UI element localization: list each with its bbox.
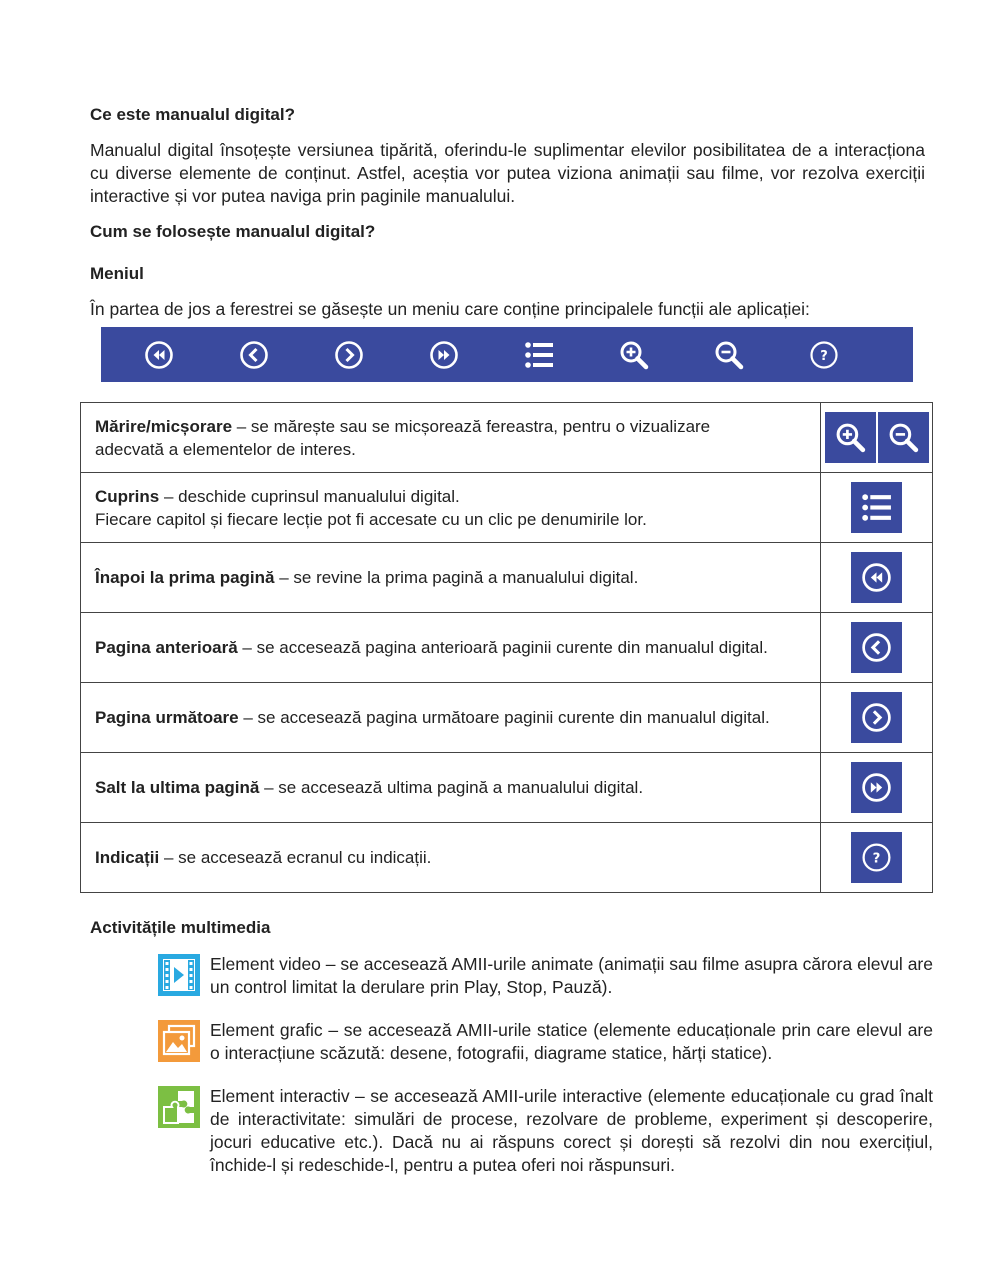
multimedia-item-interactive <box>158 1085 933 1180</box>
row-term: Cuprins <box>95 486 160 506</box>
first-page-icon <box>860 561 893 594</box>
next-page-icon <box>860 701 893 734</box>
next-page-button[interactable] <box>851 692 902 743</box>
section-title-how-to-use: Cum se folosește manualul digital? <box>90 222 376 241</box>
row-description: Salt la ultima pagină – se accesează ultima pagină a manualului digital. <box>81 753 821 823</box>
previous-page-icon[interactable] <box>238 339 270 371</box>
zoom-in-icon[interactable] <box>618 339 650 371</box>
help-button[interactable] <box>851 832 902 883</box>
video-icon <box>158 954 200 996</box>
svg-text:?: ? <box>820 349 828 364</box>
zoom-in-icon <box>834 421 867 454</box>
puzzle-icon <box>158 1086 200 1128</box>
multimedia-item-text: Element video – se accesează AMII-urile animate (animații sau filme asupra cărora elevul are un control limitat la derulare prin Play, Stop, Pauză). <box>210 954 933 997</box>
row-term: Mărire/micșorare <box>95 416 233 436</box>
row-description: Mărire/micșorare – se mărește sau se micșorează fereastra, pentru o vizualizare adecvată a elementelor de interes. <box>81 403 821 473</box>
row-description: Pagina următoare – se accesează pagina următoare paginii curente din manualul digital. <box>81 683 821 753</box>
zoom-out-icon[interactable] <box>713 339 745 371</box>
row-term: Pagina următoare <box>95 708 239 727</box>
image-icon <box>158 1020 200 1062</box>
contents-button[interactable] <box>851 482 902 533</box>
table-row <box>81 543 933 613</box>
svg-text:?: ? <box>872 851 881 867</box>
menu-bar <box>101 327 913 382</box>
zoom-in-button[interactable] <box>825 412 876 463</box>
menu-section-title: Meniul <box>90 264 144 283</box>
multimedia-item-video <box>158 953 933 1003</box>
last-page-icon[interactable] <box>428 339 460 371</box>
row-term: Pagina anterioară <box>95 638 238 657</box>
zoom-out-button[interactable] <box>878 412 929 463</box>
table-row <box>81 683 933 753</box>
previous-page-icon <box>860 631 893 664</box>
row-term: Înapoi la prima pagină <box>95 568 275 587</box>
table-row <box>81 473 933 543</box>
help-icon[interactable] <box>808 339 840 371</box>
multimedia-section-title: Activitățile multimedia <box>90 918 271 937</box>
table-row <box>81 613 933 683</box>
last-page-icon <box>860 771 893 804</box>
row-description: Indicații – se accesează ecranul cu indicații. <box>81 823 821 893</box>
multimedia-item-text: Element grafic – se accesează AMII-urile statice (elemente educaționale prin care elevul are o interacțiune scăzută: desene, fotografii, diagrame statice, hărți statice). <box>210 1020 933 1063</box>
menu-functions-table <box>80 402 933 893</box>
multimedia-item-text: Element interactiv – se accesează AMII-urile interactive (elemente educaționale cu grad înalt de interactivitate: simulări de procese, rezolvare de probleme, experiment și descoperire, jocuri educative etc.). Dacă nu ai răspuns corect și dorești să rezolvi din nou exercițiul, închide-l și redeschide-l, pentru a putea oferi noi răspunsuri. <box>210 1086 933 1175</box>
help-icon <box>860 841 893 874</box>
row-description: Cuprins – deschide cuprinsul manualului digital. Fiecare capitol și fiecare lecție pot fi accesate cu un clic pe denumirile lor. <box>81 473 821 543</box>
zoom-out-icon <box>887 421 920 454</box>
section-text-what-is: Manualul digital însoțește versiunea tipărită, oferindu-le suplimentar elevilor posibilitatea de a interacționa cu diverse elemente de conținut. Astfel, aceștia vor putea viziona animații sau filme, vor rezolva exerciții interactive și vor putea naviga prin paginile manualului. <box>90 140 925 206</box>
section-title-what-is: Ce este manualul digital? <box>90 105 295 124</box>
next-page-icon[interactable] <box>333 339 365 371</box>
row-description: Înapoi la prima pagină – se revine la prima pagină a manualului digital. <box>81 543 821 613</box>
row-term: Indicații <box>95 848 160 867</box>
table-row <box>81 823 933 893</box>
last-page-button[interactable] <box>851 762 902 813</box>
first-page-icon[interactable] <box>143 339 175 371</box>
row-description: Pagina anterioară – se accesează pagina anterioară paginii curente din manualul digital. <box>81 613 821 683</box>
first-page-button[interactable] <box>851 552 902 603</box>
contents-list-icon[interactable] <box>523 339 555 371</box>
multimedia-item-graphic <box>158 1019 933 1069</box>
previous-page-button[interactable] <box>851 622 902 673</box>
menu-section-intro: În partea de jos a ferestrei se găsește un meniu care conține principalele funcții ale aplicației: <box>90 299 810 319</box>
table-row <box>81 403 933 473</box>
row-term: Salt la ultima pagină <box>95 778 260 797</box>
contents-list-icon <box>860 491 893 524</box>
table-row <box>81 753 933 823</box>
